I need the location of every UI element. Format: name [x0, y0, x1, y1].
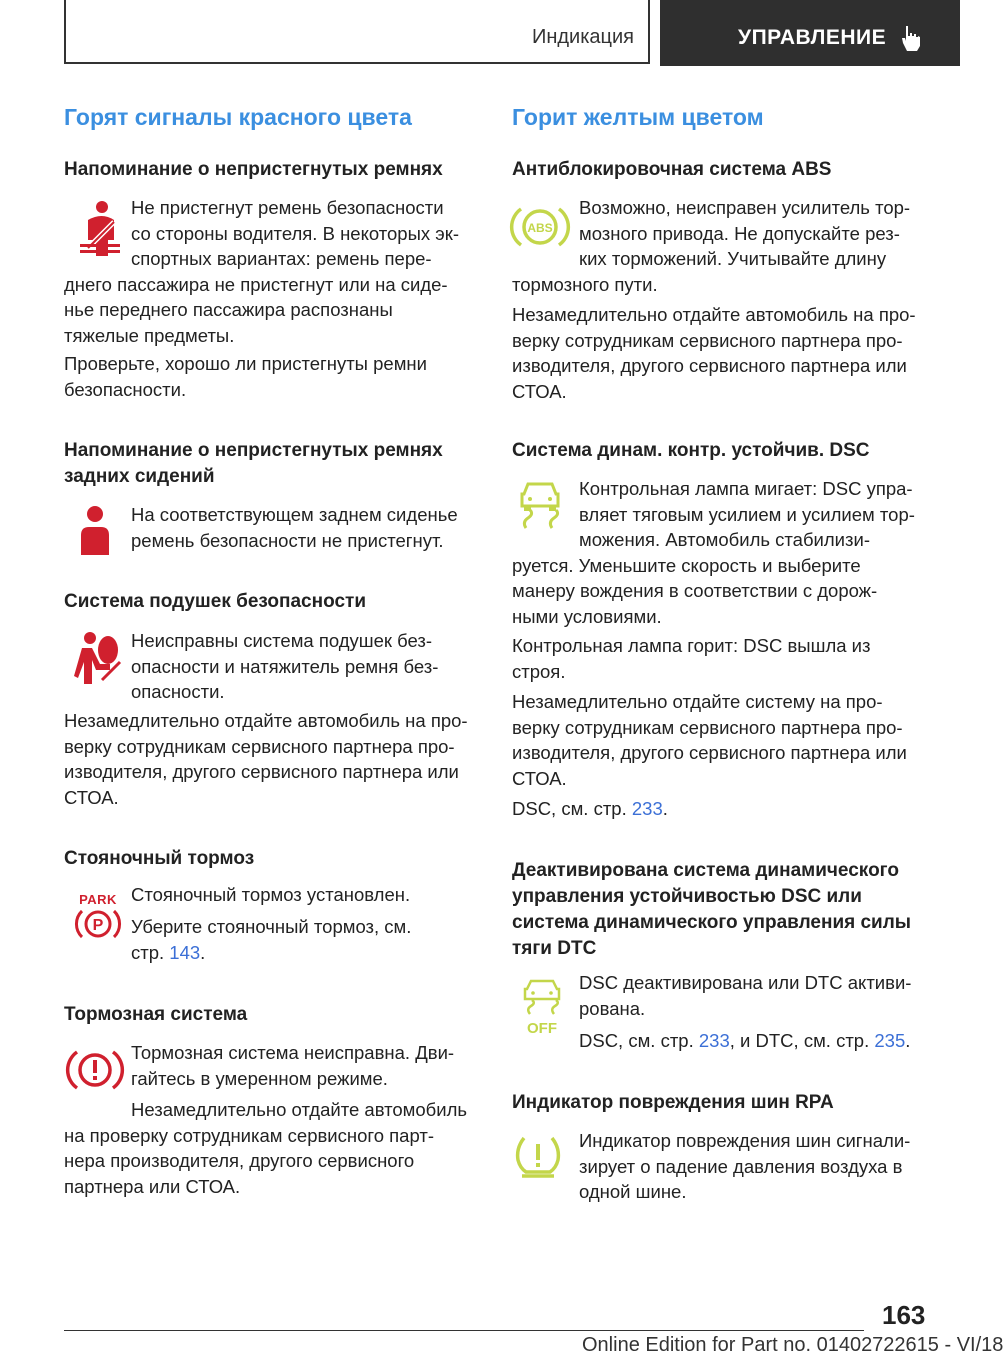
abs-icon: [512, 205, 568, 249]
dsc-text-1: Контрольная лампа мигает: DSC упра-: [579, 478, 913, 499]
parking-p-circle-icon: [74, 907, 122, 941]
dsc-page-link[interactable]: 233: [631, 798, 663, 819]
dsc-lit-1: Контрольная лампа горит: DSC вышла из: [512, 635, 871, 656]
dsc-action-4: СТОА.: [512, 767, 567, 789]
dsc-text-6: ными условиями.: [512, 605, 662, 627]
dsc-text-5: манеру вождения в соответствии с дорож-: [512, 580, 878, 601]
header-tab-indication[interactable]: [64, 0, 650, 64]
dsc-off-text-1: DSC деактивирована или DTC активи-: [579, 972, 912, 993]
header-tab-indication-label: Индикация: [531, 26, 634, 48]
abs-text-3: ких торможений. Учитывайте длину: [579, 248, 887, 269]
dsc-off-heading-2: управления устойчивостью DSC или: [512, 886, 862, 907]
airbag-icon: [74, 630, 122, 686]
dsc-text-2: вляет тяговым усилием и усилием тор-: [579, 503, 915, 525]
dsc-off-page-link-dtc[interactable]: 235: [874, 1030, 906, 1051]
seatbelt-text-4: днего пассажира не пристегнут или на сиде-: [64, 273, 448, 295]
parking-brake-text-3: [131, 940, 481, 966]
dsc-ref-suffix: .: [662, 798, 668, 819]
dsc-off-ref-prefix: DSC, см. стр.: [579, 1030, 699, 1051]
park-icon: [74, 892, 122, 942]
airbag-action-1: Незамедлительно отдайте автомобиль на про-: [64, 710, 468, 731]
brake-warning-icon: [68, 1048, 122, 1092]
brake-system-heading: Тормозная система: [64, 1004, 248, 1025]
brake-system-action-2: на проверку сотрудникам сервисного парт-: [64, 1124, 434, 1146]
seatbelt-check-1: Проверьте, хорошо ли пристегнуты ремни: [64, 353, 427, 374]
dsc-off-icon-label: OFF: [527, 1020, 557, 1037]
abs-text-1: Возможно, неисправен усилитель тор-: [579, 197, 911, 218]
rear-seatbelt-text-1: На соответствующем заднем сиденье: [131, 504, 458, 525]
dsc-off-heading-3: система динамического управления силы: [512, 912, 912, 933]
abs-text-4: тормозного пути.: [512, 273, 658, 295]
brake-system-text-2: гайтесь в умеренном режиме.: [131, 1067, 388, 1089]
dsc-action-2: верку сотрудникам сервисного партнера про-: [512, 716, 903, 738]
parking-brake-ref-prefix: стр.: [131, 941, 170, 963]
rpa-heading: Индикатор повреждения шин RPA: [512, 1092, 834, 1113]
abs-heading: Антиблокировочная система ABS: [512, 159, 832, 180]
brake-system-action-3: нера производителя, другого сервисного: [64, 1150, 415, 1171]
brake-system-text-1: Тормозная система неисправна. Дви-: [131, 1042, 455, 1063]
tire-pressure-icon: [514, 1134, 562, 1180]
dsc-off-ref-suffix: .: [905, 1030, 911, 1051]
dsc-text-3: можения. Автомобиль стабилизи-: [579, 529, 870, 550]
dsc-off-ref-middle: , и DTC, см. стр.: [729, 1030, 875, 1051]
abs-action-3: изводителя, другого сервисного партнера или: [512, 355, 907, 376]
abs-icon-label: ABS: [527, 221, 553, 235]
rear-seatbelt-heading-2: задних сидений: [64, 466, 215, 487]
parking-brake-text-2: Уберите стояночный тормоз, см.: [131, 916, 412, 937]
rear-seat-occupant-icon: [78, 505, 112, 557]
dsc-off-icon: [522, 978, 562, 1037]
airbag-text-3: опасности.: [131, 681, 225, 702]
footer-divider: [64, 1330, 864, 1331]
airbag-action-3: изводителя, другого сервисного партнера или: [64, 761, 459, 782]
dsc-skid-car-icon: [518, 480, 562, 532]
page-number: 163: [882, 1300, 926, 1330]
seatbelt-icon: [78, 200, 122, 258]
abs-action-4: СТОА.: [512, 380, 567, 402]
parking-brake-text-1: Стояночный тормоз установлен.: [131, 884, 411, 905]
airbag-action-4: СТОА.: [64, 786, 119, 808]
dsc-ref: [512, 796, 926, 822]
seatbelt-text-6: тяжелые предметы.: [64, 324, 235, 346]
parking-brake-page-link[interactable]: 143: [169, 941, 201, 963]
parking-brake-ref-suffix: .: [200, 941, 206, 963]
brake-system-action-4: партнера или СТОА.: [64, 1175, 241, 1197]
rpa-text-3: одной шине.: [579, 1181, 687, 1202]
rpa-text-1: Индикатор повреждения шин сигнали-: [579, 1130, 911, 1151]
abs-action-1: Незамедлительно отдайте автомобиль на про-: [512, 304, 916, 325]
dsc-off-ref: [579, 1028, 929, 1054]
dsc-heading: Система динам. контр. устойчив. DSC: [512, 440, 870, 461]
park-icon-label: PARK: [79, 892, 117, 907]
airbag-action-2: верку сотрудникам сервисного партнера про-: [64, 735, 455, 757]
header-tab-control-label: УПРАВЛЕНИЕ: [738, 26, 887, 49]
abs-text-2: мозного привода. Не допускайте рез-: [579, 222, 900, 244]
dsc-off-heading-4: тяги DTC: [512, 938, 597, 959]
dsc-ref-prefix: DSC, см. стр.: [512, 798, 632, 819]
seatbelt-text-2: со стороны водителя. В некоторых эк-: [131, 222, 459, 244]
rpa-text-2: зирует о падение давления воздуха в: [579, 1155, 903, 1177]
abs-action-2: верку сотрудникам сервисного партнера про-: [512, 329, 903, 351]
airbag-text-1: Неисправны система подушек без-: [131, 630, 433, 651]
header-tab-control[interactable]: [660, 0, 960, 66]
dsc-action-1: Незамедлительно отдайте систему на про-: [512, 691, 883, 712]
svg-text:P: P: [92, 917, 104, 934]
rear-seatbelt-heading-1: Напоминание о непристегнутых ремнях: [64, 440, 443, 461]
section-title-yellow: Горит желтым цветом: [512, 104, 764, 130]
dsc-text-4: руется. Уменьшите скорость и выберите: [512, 554, 861, 576]
dsc-off-car-icon: [522, 978, 562, 1016]
seatbelt-text-5: нье переднего пассажира распознаны: [64, 299, 393, 320]
airbag-heading: Система подушек безопасности: [64, 591, 366, 612]
seatbelt-heading: Напоминание о непристегнутых ремнях: [64, 159, 443, 180]
hand-pointer-icon: [900, 24, 922, 52]
airbag-text-2: опасности и натяжитель ремня без-: [131, 655, 439, 677]
seatbelt-text-3: спортных вариантах: ремень пере-: [131, 248, 432, 269]
brake-system-action-1: Незамедлительно отдайте автомобиль: [131, 1099, 468, 1120]
dsc-off-text-2: рована.: [579, 997, 646, 1019]
section-title-red: Горят сигналы красного цвета: [64, 104, 412, 130]
rear-seatbelt-text-2: ремень безопасности не пристегнут.: [131, 529, 444, 551]
footer-edition: Online Edition for Part no. 01402722615 - VI/18: [582, 1334, 1003, 1356]
dsc-off-page-link-dsc[interactable]: 233: [698, 1030, 730, 1051]
dsc-off-heading-1: Деактивирована система динамического: [512, 860, 899, 881]
dsc-lit-2: строя.: [512, 660, 566, 682]
seatbelt-check-2: безопасности.: [64, 378, 187, 400]
parking-brake-heading: Стояночный тормоз: [64, 848, 255, 869]
seatbelt-text-1: Не пристегнут ремень безопасности: [131, 197, 444, 218]
dsc-action-3: изводителя, другого сервисного партнера или: [512, 742, 907, 763]
